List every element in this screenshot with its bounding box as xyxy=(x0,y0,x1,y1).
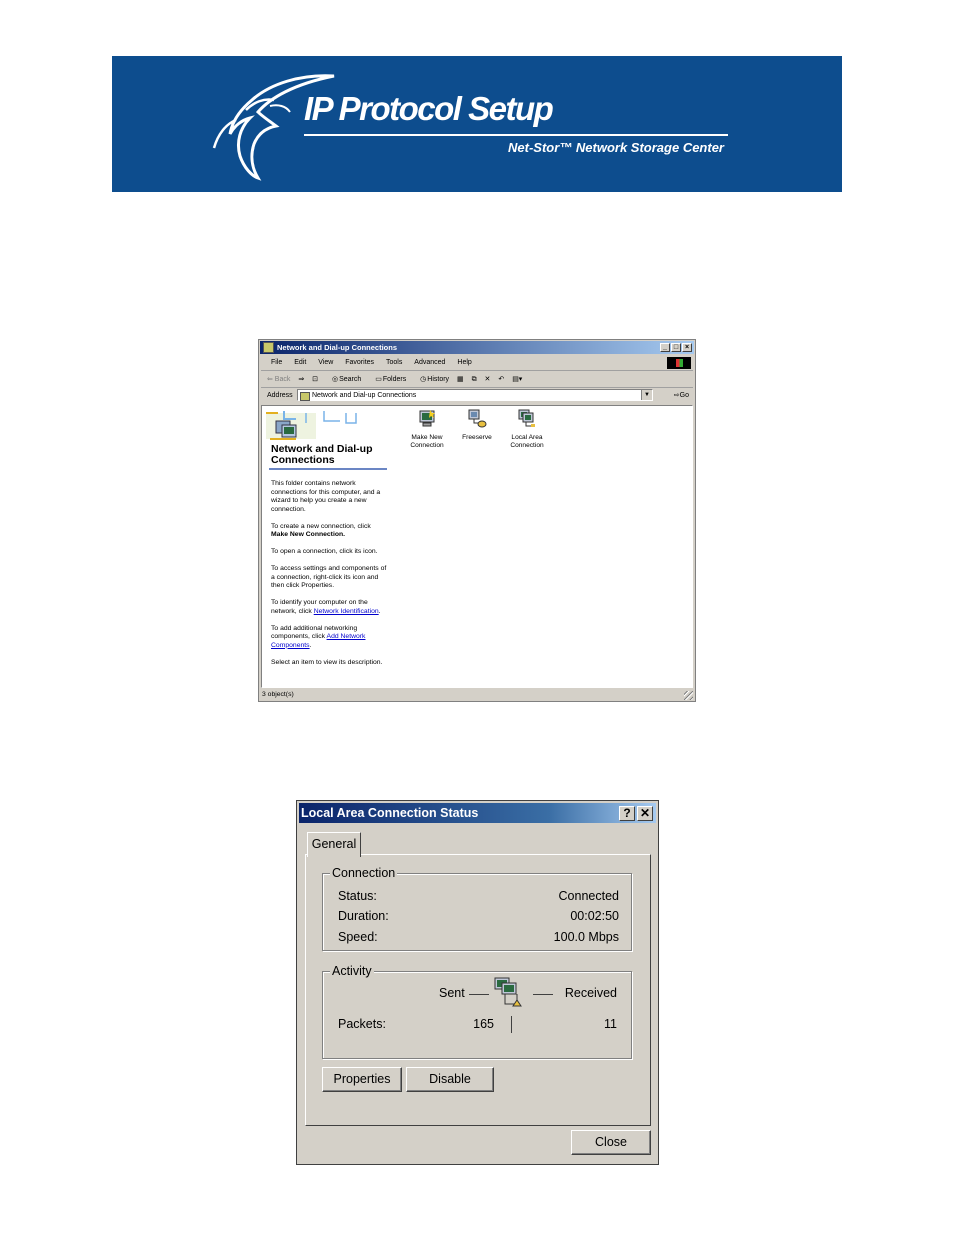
make-new-connection-icon xyxy=(417,409,437,429)
resize-grip-icon[interactable] xyxy=(684,691,693,700)
history-button[interactable] xyxy=(414,376,449,383)
pane-para-1: This folder contains network connections for this computer, and a wizard to help you create a new connection. xyxy=(271,480,381,513)
status-value: Connected xyxy=(558,889,619,903)
packets-divider xyxy=(511,1016,512,1033)
speed-value: 100.0 Mbps xyxy=(553,930,619,944)
history-label: History xyxy=(427,376,450,383)
go-label: Go xyxy=(679,392,689,399)
sent-label: Sent xyxy=(439,986,465,1000)
received-label: Received xyxy=(564,986,617,1000)
pane-para-6: To add additional networking components, click Add Network Components. xyxy=(271,624,366,649)
menu-tools[interactable]: Tools xyxy=(386,359,403,366)
folders-button[interactable] xyxy=(369,376,406,383)
connection-group xyxy=(322,866,632,951)
copy-to-icon[interactable]: ⧉ xyxy=(471,376,477,383)
status-bar xyxy=(261,689,693,700)
menu-edit[interactable]: Edit xyxy=(294,359,307,366)
close-button[interactable]: Close xyxy=(571,1130,651,1155)
banner-title: IP Protocol Setup xyxy=(304,90,553,127)
views-icon[interactable]: ▤▾ xyxy=(512,376,523,383)
dialog-titlebar[interactable] xyxy=(299,803,656,823)
menu-file[interactable]: File xyxy=(271,359,283,366)
connection-legend: Connection xyxy=(332,866,396,880)
pane-para-6-text: To add additional networking components, click xyxy=(271,624,358,641)
icon-label: Freeserve xyxy=(462,434,492,441)
explorer-titlebar[interactable] xyxy=(260,341,694,354)
history-icon: ◷ xyxy=(420,376,427,383)
dialog-title: Local Area Connection Status xyxy=(301,806,479,820)
pane-para-5: To identify your computer on the network, click Network Identification. xyxy=(271,599,381,615)
help-button[interactable]: ? xyxy=(619,806,635,821)
address-bar xyxy=(261,388,693,403)
folder-view xyxy=(261,405,693,688)
close-x-button[interactable]: ✕ xyxy=(637,806,653,821)
go-button[interactable] xyxy=(674,388,689,403)
address-value: Network and Dial-up Connections xyxy=(312,392,417,399)
address-input[interactable] xyxy=(297,389,653,401)
close-button[interactable]: × xyxy=(682,343,692,352)
explorer-window xyxy=(258,339,696,702)
pane-para-4: To access settings and components of a connection, right-click its icon and then click Properties. xyxy=(271,565,387,590)
dropdown-arrow-icon[interactable]: ▼ xyxy=(641,390,652,400)
banner-subtitle: Net-Stor™ Network Storage Center xyxy=(508,140,724,155)
explorer-title: Network and Dial-up Connections xyxy=(277,343,398,352)
speed-label: Speed: xyxy=(338,930,378,944)
add-network-components-link[interactable]: Add Network Components xyxy=(271,633,366,649)
pane-description xyxy=(271,480,389,676)
network-connections-graphic xyxy=(266,409,362,443)
received-line xyxy=(533,994,553,995)
packets-received-value: 11 xyxy=(604,1017,617,1031)
disable-button[interactable]: Disable xyxy=(406,1067,494,1092)
web-view-pane xyxy=(262,406,388,687)
search-button[interactable] xyxy=(326,376,361,383)
freeserve-item[interactable] xyxy=(452,409,502,442)
search-label: Search xyxy=(339,376,362,383)
folders-icon: ▭ xyxy=(375,376,382,383)
menu-favorites[interactable]: Favorites xyxy=(345,359,375,366)
search-icon: ◎ xyxy=(331,376,339,383)
lan-connection-icon xyxy=(517,409,537,429)
activity-group xyxy=(322,964,632,1059)
icon-label: Local Area Connection xyxy=(510,434,544,449)
menu-advanced[interactable]: Advanced xyxy=(414,359,446,366)
pane-para-2-text: To create a new connection, click xyxy=(271,522,371,530)
menu-bar xyxy=(261,356,693,371)
activity-legend: Activity xyxy=(332,964,372,978)
network-identification-link[interactable]: Network Identification xyxy=(313,607,379,615)
header-banner xyxy=(112,56,842,192)
pane-para-5-text: To identify your computer on the network, click xyxy=(271,599,368,615)
menu-help[interactable]: Help xyxy=(457,359,472,366)
connection-status-dialog xyxy=(296,800,659,1165)
status-label: Status: xyxy=(338,889,377,903)
dialup-connection-icon xyxy=(467,409,487,429)
general-panel xyxy=(305,854,651,1126)
sent-line xyxy=(469,994,489,995)
folder-icon xyxy=(263,342,274,353)
move-to-icon[interactable]: ▦ xyxy=(457,376,464,383)
pane-para-7: Select an item to view its description. xyxy=(271,658,383,666)
windows-flag-icon xyxy=(667,357,691,369)
minimize-button[interactable]: _ xyxy=(660,343,670,352)
forward-button[interactable]: ⇒ xyxy=(298,376,305,383)
undo-icon[interactable]: ↶ xyxy=(498,376,505,383)
duration-label: Duration: xyxy=(338,909,389,923)
address-label: Address xyxy=(267,392,293,399)
pane-para-2-bold: Make New Connection. xyxy=(271,531,346,539)
delete-icon[interactable]: ✕ xyxy=(484,376,491,383)
folders-label: Folders xyxy=(382,376,407,383)
local-area-connection-item[interactable] xyxy=(502,409,552,450)
pane-para-2 xyxy=(271,523,389,540)
toolbar xyxy=(261,372,693,388)
pane-title: Network and Dial-up Connections xyxy=(271,443,373,466)
object-count: 3 object(s) xyxy=(262,691,294,698)
menu-view[interactable]: View xyxy=(318,359,334,366)
maximize-button[interactable]: □ xyxy=(671,343,681,352)
icon-label: Make New Connection xyxy=(410,434,444,449)
back-button[interactable]: ⇐ Back xyxy=(267,376,291,383)
packets-label: Packets: xyxy=(338,1017,386,1031)
make-new-connection-item[interactable] xyxy=(402,409,452,450)
network-activity-icon xyxy=(493,976,529,1010)
folder-icon xyxy=(300,392,310,401)
properties-button[interactable]: Properties xyxy=(322,1067,402,1092)
tab-general[interactable]: General xyxy=(307,832,361,857)
duration-value: 00:02:50 xyxy=(570,909,619,923)
go-arrow-icon: ⇨ xyxy=(673,392,680,399)
up-button[interactable]: ⊡ xyxy=(312,376,319,383)
banner-rule xyxy=(304,134,728,136)
packets-sent-value: 165 xyxy=(473,1017,494,1031)
pane-para-3: To open a connection, click its icon. xyxy=(271,548,378,556)
pane-divider xyxy=(269,468,387,470)
